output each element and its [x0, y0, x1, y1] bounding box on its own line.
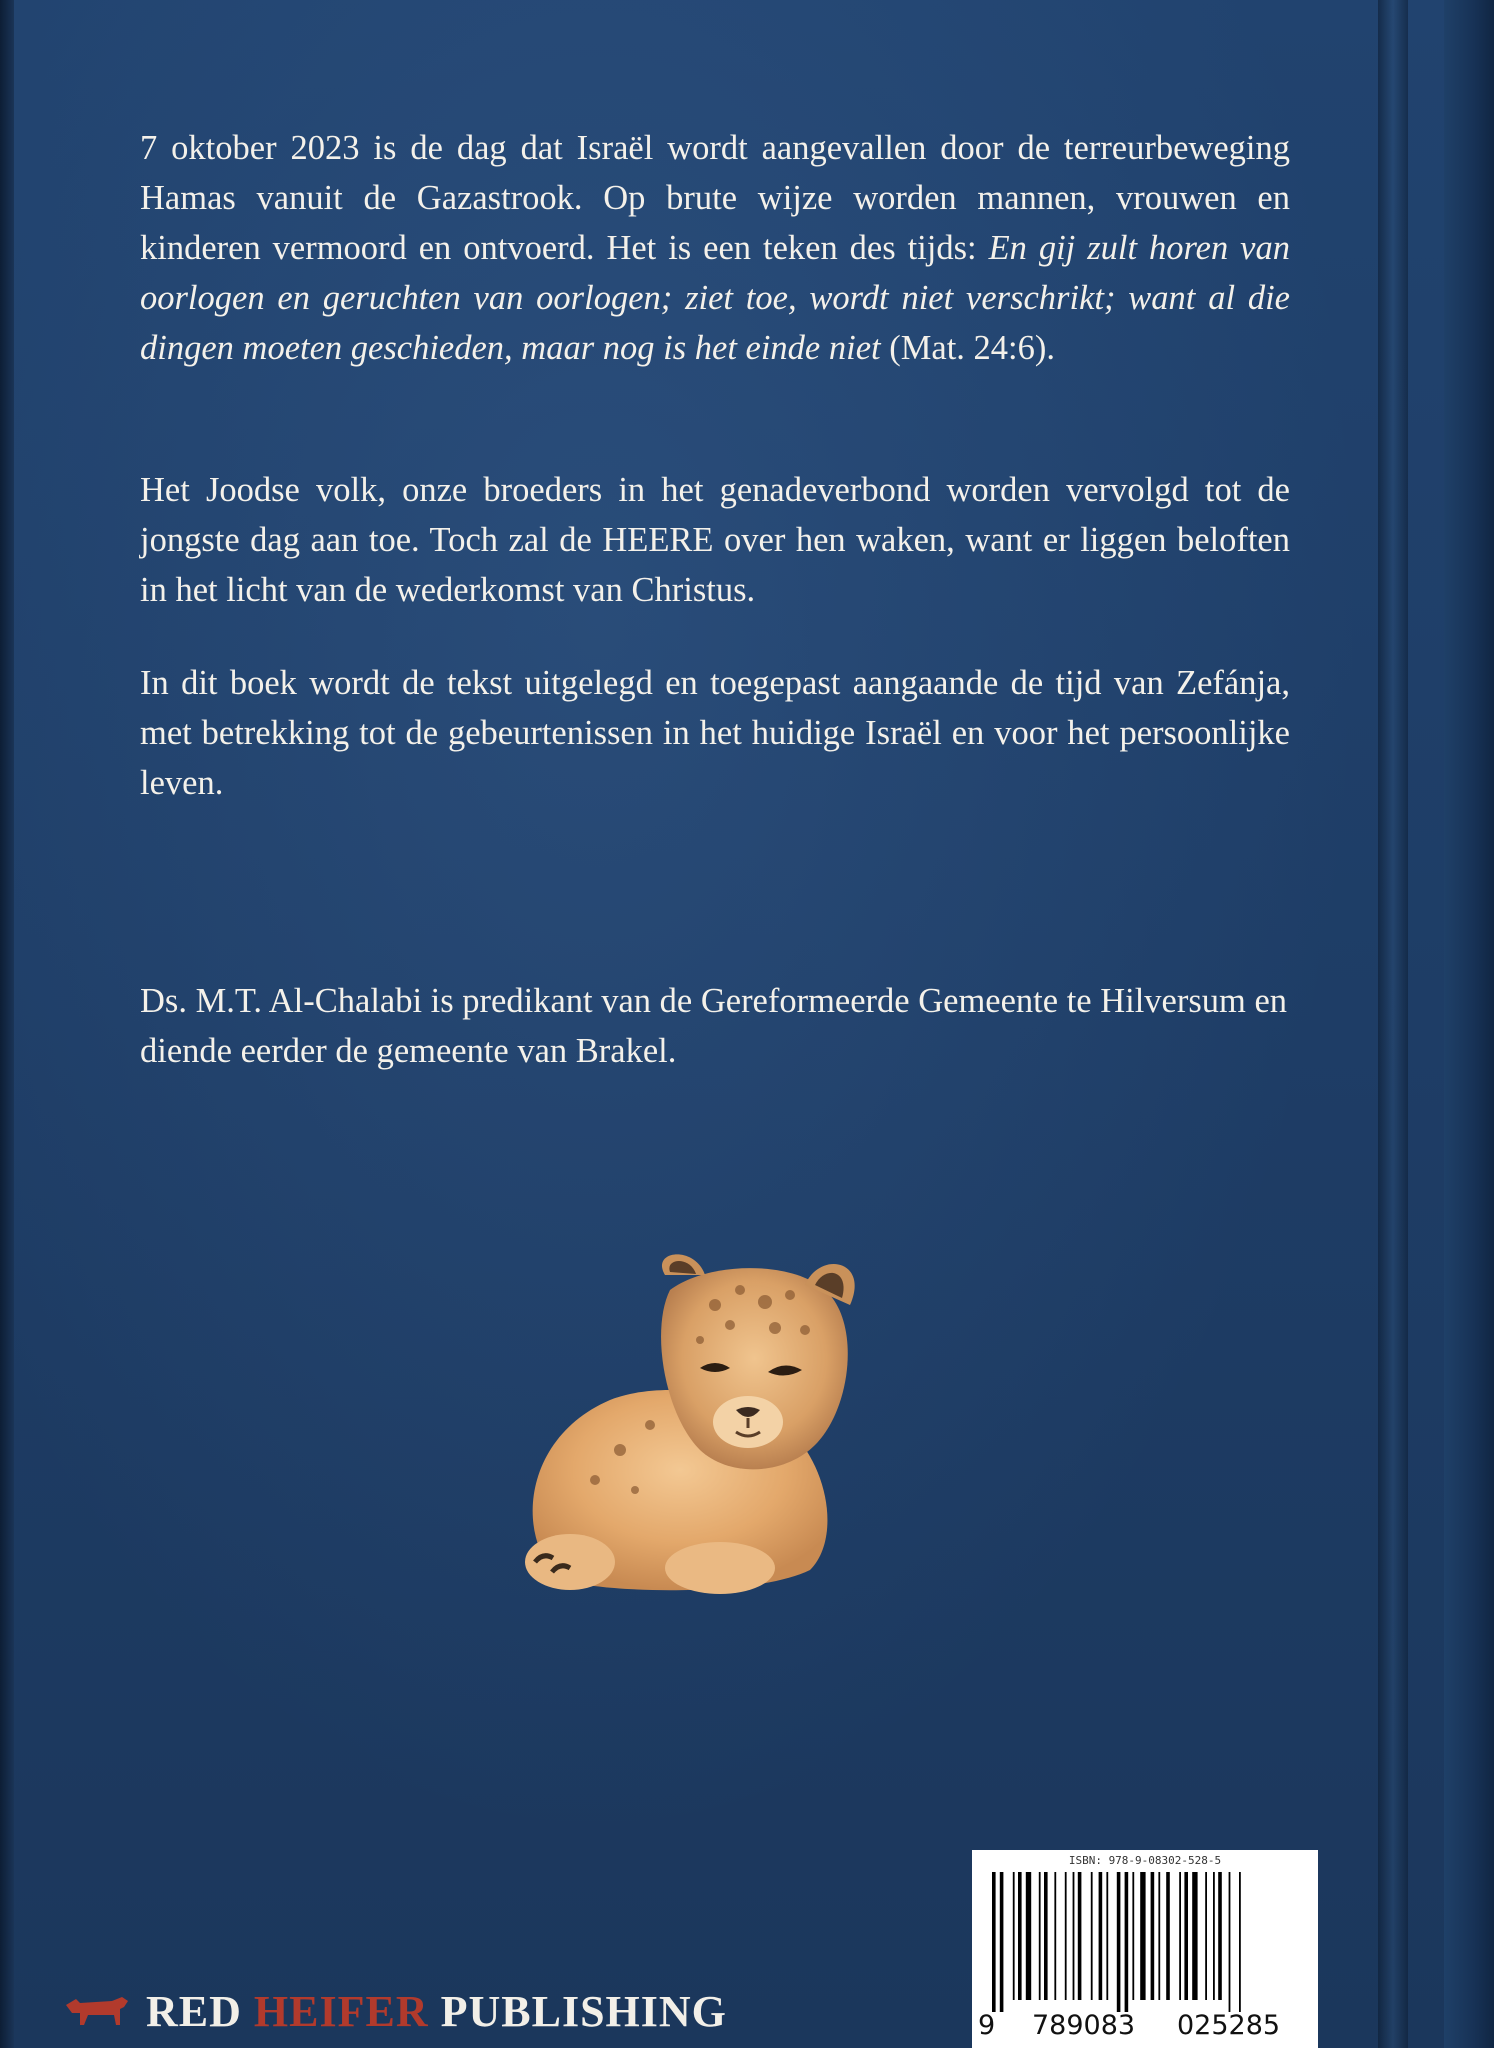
barcode-bar — [1000, 1872, 1004, 2012]
barcode-bar — [1091, 1872, 1093, 2000]
barcode-bar — [1166, 1872, 1170, 2000]
barcode-bar — [1026, 1872, 1031, 2000]
barcode-bar — [1117, 1872, 1121, 2012]
barcode-bar — [1013, 1872, 1015, 2000]
barcode-bar — [1125, 1872, 1129, 2012]
barcode-bar — [1044, 1872, 1048, 2000]
blurb-paragraph-2 — [140, 465, 1290, 615]
barcode-bar — [1184, 1872, 1188, 2000]
red-heifer-logo-icon — [62, 1991, 132, 2031]
barcode-bar — [1078, 1872, 1082, 2000]
hinge-groove — [1378, 0, 1408, 2048]
barcode-bar — [1151, 1872, 1155, 2000]
barcode-bar — [1054, 1872, 1056, 2000]
author-bio — [140, 976, 1290, 1076]
barcode-bar — [1158, 1872, 1160, 2000]
barcode-bar — [1140, 1872, 1145, 2000]
blurb-paragraph-3 — [140, 658, 1290, 808]
lion-cub-image — [500, 1250, 930, 1600]
publisher-word-red: RED — [146, 1986, 242, 2036]
publisher-word-publishing: PUBLISHING — [440, 1986, 727, 2036]
barcode-digits — [972, 2010, 1318, 2044]
barcode-bar — [1213, 1872, 1215, 2000]
barcode-digit-group-1: 789083 — [1032, 2010, 1136, 2041]
barcode-digit-group-2: 025285 — [1177, 2010, 1281, 2041]
blurb-text: 7 oktober 2023 is de dag dat Israël wordt aangevallen door de terreurbeweging Hamas vanuit de Gazastrook. Op brute wijze worden mannen, vrouwen en kinderen vermoord en ontvoerd. Het is een teken des tijds: — [140, 129, 1290, 267]
blurb-paragraph-1 — [140, 123, 1290, 373]
bible-quote: En gij zult horen van oorlogen en geruchten van oorlogen; ziet toe, wordt niet verschrikt; want al die dingen moeten geschieden, maar nog is het einde niet — [140, 229, 1290, 367]
barcode-bar — [1239, 1872, 1241, 2012]
barcode-bar — [1099, 1872, 1103, 2000]
barcode-bar — [992, 1872, 996, 2012]
barcode-bar — [1205, 1872, 1207, 2000]
barcode-bar — [1106, 1872, 1108, 2000]
bible-reference: (Mat. 24:6). — [880, 329, 1055, 367]
barcode-digit-first: 9 — [978, 2010, 996, 2041]
publisher-logo — [62, 1985, 727, 2037]
barcode-bar — [1179, 1872, 1181, 2000]
cover-left-edge — [0, 0, 14, 2048]
barcode-bar — [1229, 1872, 1231, 2012]
barcode-bar — [1018, 1872, 1022, 2000]
barcode-bars — [986, 1872, 1306, 2012]
isbn-barcode — [972, 1850, 1318, 2048]
isbn-label: ISBN: 978-9-08302-528-5 — [1068, 1854, 1222, 1867]
cover-right-edge — [1444, 0, 1494, 2048]
barcode-bar — [1192, 1872, 1197, 2000]
barcode-bar — [1065, 1872, 1067, 2000]
barcode-bar — [1073, 1872, 1075, 2000]
author-bio-text: Ds. M.T. Al-Chalabi is predikant van de Gereformeerde Gemeente te Hilversum en diende eerder de gemeente van Brakel. — [140, 982, 1288, 1070]
barcode-bar — [1132, 1872, 1134, 2000]
blurb-text: Het Joodse volk, onze broeders in het genadeverbond worden vervolgd tot de jongste dag aan toe. Toch zal de HEERE over hen waken, want er liggen beloften in het licht van de wederkomst van Christus. — [140, 471, 1290, 609]
blurb-text: In dit boek wordt de tekst uitgelegd en toegepast aangaande de tijd van Zefánja, met betrekking tot de gebeurtenissen in het huidige Israël en voor het persoonlijke leven. — [140, 664, 1290, 802]
publisher-word-heifer: HEIFER — [253, 1986, 429, 2036]
barcode-bar — [1218, 1872, 1222, 2000]
barcode-bar — [1039, 1872, 1041, 2000]
